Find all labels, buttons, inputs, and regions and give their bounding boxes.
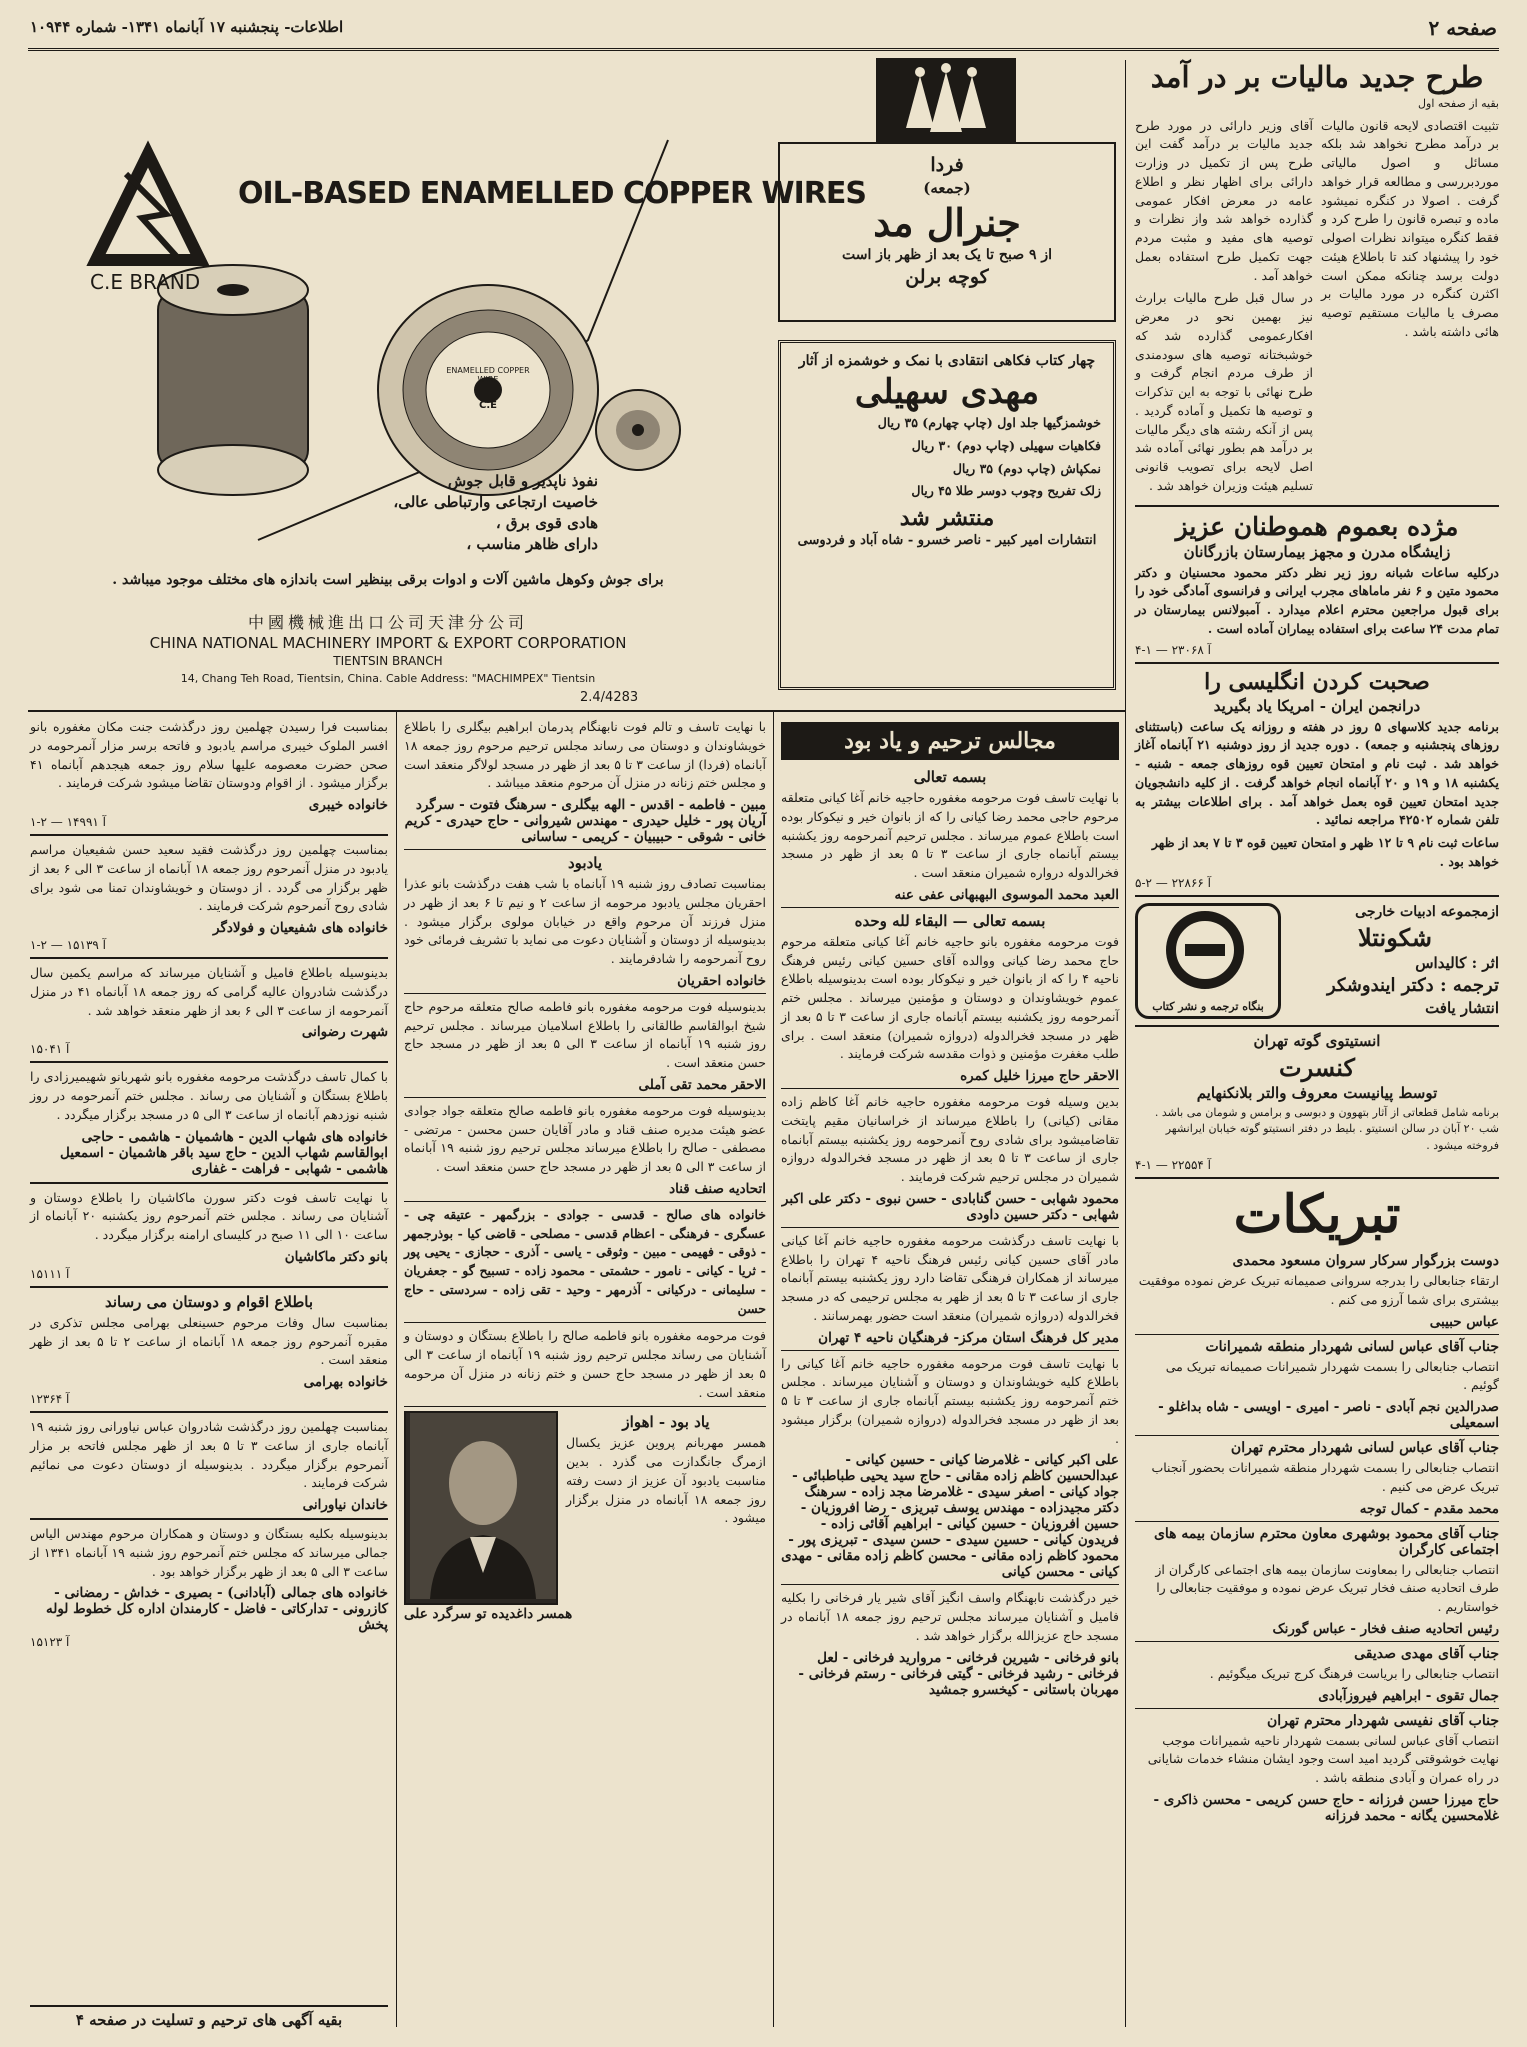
general-mode-day2: (جمعه): [923, 179, 971, 197]
divider: [404, 1322, 766, 1323]
congrats-text: انتصاب آقای عباس لسانی بسمت شهردار ناحیه شمیرانات موجب نهایت خوشوقتی گردید امید است وجود ایشان منشاء خدمات شایانی در راه عمران و آبادی منطقه باشد .: [1147, 1732, 1499, 1785]
notice-signature: مدیر کل فرهنگ استان مرکز- فرهنگیان ناحیه ۴ تهران: [818, 1329, 1119, 1346]
continued-footer: بقیه آگهی های ترحیم و تسلیت در صفحه ۴: [30, 2005, 388, 2029]
notice-text: بدینوسیله باطلاع فامیل و آشنایان میرساند که مراسم یکمین سال درگذشت شادروان عالیه گرامی که روز جمعه ۱۸ آبانماه ۴۱ در منزل آنمرحومه از ساعت ۳ الی ۶ بعد از ظهر منعقد خواهد شد .: [30, 965, 389, 1018]
notice-heading: یادبود: [567, 854, 603, 872]
notice-code: آ ۱۵۱۲۳: [30, 1635, 70, 1650]
dateline: اطلاعات- پنجشنبه ۱۷ آبانماه ۱۳۴۱- شماره ۱۰۹۴۴: [30, 18, 344, 36]
book-translator: ترجمه : دکتر ایندوشکر: [1326, 974, 1499, 996]
notice-text: بدینوسیله فوت مرحومه مغفوره بانو فاطمه صالح متعلقه جواد جوادی عضو هیئت مدیره صنف قناد و مادر آقایان حسن محسن - مرتضی - مصطفی - صالح را باطلاع میرساند مجلس ترحیم روز شنبه ۱۹ آبانماه از ساعت ۳ الی ۵ بعد از ظهر در مسجد حاج حسن منعقد است .: [404, 1102, 766, 1174]
notice-signature: خانواده احقریان: [677, 972, 766, 989]
general-mode-logo: [876, 58, 1016, 142]
ad-feature: خاصیت ارتجاعی وارتباطی عالی،: [393, 493, 598, 511]
notice: [781, 912, 1119, 1089]
notice-signature: الاحقر حاج میرزا خلیل کمره: [960, 1068, 1119, 1084]
ad-title: OIL-BASED ENAMELLED COPPER WIRES: [238, 176, 866, 211]
ad-brand: C.E BRAND: [90, 270, 201, 294]
goethe-subtitle: توسط پیانیست معروف والتر بلانکنهایم: [1196, 1083, 1438, 1102]
ad-branch: TIENTSIN BRANCH: [333, 654, 443, 668]
publisher-logo: [1135, 903, 1281, 1019]
divider: [781, 907, 1119, 908]
page-number: صفحه ۲: [1428, 16, 1497, 40]
divider: [404, 1406, 766, 1407]
hospital-text: درکلیه ساعات شبانه روز زیر نظر دکتر محمود محسنیان و دکتر محمود متین و ۶ نفر ماماهای مجرب ایرانی و فرانسوی آمادگی خود را برای قبول مراجعین محترم اعلام میدارد . آمبولانس بیمارستان در تمام مدت ۲۴ ساعت برای استفاده بیماران آماده است .: [1135, 564, 1499, 636]
notice-signature: خاندان نیاورانی: [302, 1497, 388, 1513]
divider: [404, 1201, 766, 1202]
notice-signature: خانواده های جمالی (آبادانی) - بصیری - خداش - رمضانی - کازرونی - تدارکاتی - فاضل - کارمندان اداره کل خطوط لوله پخش: [45, 1585, 388, 1634]
divider: [1135, 505, 1499, 507]
memorial-notice: [404, 1411, 766, 1605]
congrats-item: [1135, 1253, 1499, 1335]
notice: [404, 1102, 766, 1202]
sohaili-book-3: نمکپاش (چاپ دوم) ۳۵ ریال: [952, 460, 1101, 476]
notice-text: فوت مرحومه مغفوره بانو فاطمه صالح را باطلاع بستگان و دوستان و آشنایان می رساند مجلس ترحیم روز شنبه ۱۹ آبانماه از ساعت ۳ الی ۵ بعد از ظهر در مسجد حاج حسن و ختم زنانه در منزل آن مرحومه منعقد است .: [404, 1328, 766, 1400]
portrait-person-icon: [410, 1413, 556, 1599]
notice-heading: بسمه تعالی: [913, 768, 987, 786]
notice-heading: یاد بود - اهواز: [622, 1413, 710, 1432]
notice-signature: خانواده بهرامی: [303, 1374, 388, 1390]
ad-main-text: برای جوش وکوهل ماشین آلات و ادوات برقی بینظیر است باندازه های مختلف موجود میباشد .: [112, 572, 664, 588]
divider: [404, 849, 766, 850]
congrats-item: [1135, 1339, 1499, 1437]
notice: [404, 854, 766, 994]
notice-signature: خانواده های شهاب الدین - هاشمیان - هاشمی - حاجی ابوالقاسم شهاب الدین - حاج سید باقر هاشمیان - اسمعیل هاشمی - شهابی - فراهت - غفاری: [60, 1128, 388, 1177]
notice-text: بدین وسیله فوت مرحومه مغفوره حاجیه خانم آغا کاظم زاده مقانی (کیانی) را باطلاع میرساند از خراسانیان مقیم پایتخت تقاضامیشود برای شادی روح آنمرحومه روز یکشنبه بیستم آبانماه جاری از ساعت ۳ تا ۵ بعد از ظهر در مسجد فخرالدوله دروازه شمیران در مجلس ترحیم شرکت فرمایند .: [781, 1094, 1120, 1184]
notice-code: آ ۱۵۱۳۹ — ۲-۱: [30, 938, 106, 952]
book-title: شکونتلا: [1357, 922, 1432, 952]
notice-text: بمناسبت تصادف روز شنبه ۱۹ آبانماه با شب هفت درگذشت بانو عذرا احقریان مجلس یادبود مرحومه از ساعت ۲ و نیم تا ۶ بعد از ظهر در منزل فرزند آن مرحوم واقع در خیابان مولوی برگزار میشود . بدینوسیله از دوستان و آشنایان دعوت می نماید با تشریف فرمائی خود روح آنمرحومه را شادفرمایند .: [404, 876, 766, 966]
notice-signature: الاحقر محمد تقی آملی: [638, 1076, 766, 1093]
goethe-org: انستیتوی گوته تهران: [1253, 1031, 1381, 1050]
right-column: [1135, 58, 1499, 2038]
notice: [30, 1068, 388, 1183]
notice-text: با کمال تاسف درگذشت مرحومه مغفوره بانو شهربانو شهیمیرزادی را باطلاع بستگان و آشنایان می رساند . مجلس ختم آنمرحومه در روز شنبه نوزدهم آبانماه از ساعت ۳ الی ۵ در مسجد برگزار میگردد .: [30, 1069, 388, 1122]
notice-text: با نهایت تاسف و تالم فوت نابهنگام پدرمان ابراهیم بیگلری را باطلاع خویشاوندان و دوستان می رساند مجلس ترحیم مرحوم روز جمعه ۱۸ آبانماه (فردا) از ساعت ۳ تا ۵ بعد از ظهر در مسجد لولاگر منعقد است و مجلس ختم زنانه در منزل آن مرحوم منعقد میباشد .: [404, 719, 766, 791]
english-subtitle: درانجمن ایران - امریکا یاد بگیرید: [1213, 696, 1421, 715]
congrats-item: [1135, 1526, 1499, 1642]
general-mode-ad: [778, 142, 1116, 322]
notice: [781, 768, 1119, 908]
notice-signature: خانواده های شفیعیان و فولادگر: [213, 920, 388, 936]
english-title: صحبت کردن انگلیسی را: [1204, 668, 1430, 695]
divider: [1135, 1177, 1499, 1179]
copper-wire-ad: [28, 140, 866, 700]
header-rule: [28, 48, 1499, 51]
notice: [30, 1525, 388, 1649]
column-divider-1: [1125, 60, 1126, 2027]
notice-signature: شهرت رضوانی: [301, 1024, 388, 1041]
divider: [1135, 1641, 1499, 1642]
publisher-logo-text: بنگاه ترجمه و نشر کتاب: [1152, 999, 1264, 1013]
english-hours: ساعات ثبت نام ۹ تا ۱۲ ظهر و امتحان تعیین قوه ۳ تا ۷ بعد از ظهر خواهد بود .: [1151, 835, 1499, 869]
congrats-item: [1135, 1646, 1499, 1709]
tax-paragraph-1: تثبیت اقتصادی لایحه قانون مالیات بر درآمد مطرح نخواهد شد بلکه مسائل و اصول مالیاتی موردبررسی و مطالعه قرار خواهد گرفت . اصولا در کنگره نمیشود ماده و تبصره قانون را طرح کرد و فقط کنگره میتواند نظرات اصولی خود را پیشنهاد کند تا باطلاع هیئت دولت برسد چنانکه ممکن است اکثرن کنگره در مورد مالیات بر مصرف یا مالیات مستقیم توصیه هائی داشته باشد .: [1321, 117, 1499, 339]
divider: [781, 1088, 1119, 1089]
congrats-signature: حاج میرزا حسن فرزانه - حاج حسن کریمی - محسن ذاکری - غلامحسین یگانه - محمد فرزانه: [1153, 1791, 1499, 1824]
notice-text: بدینوسیله فوت مرحومه مغفوره بانو فاطمه صالح متعلقه مرحوم حاج شیخ ابوالقاسم طالقانی را باطلاع اسلامیان میرساند . مجلس ترحیم روز شنبه ۱۹ آبانماه از ساعت ۳ الی ۵ بعد از ظهر در مسجد حاج حسن منعقد است .: [404, 998, 766, 1070]
column-divider-2: [773, 712, 774, 2027]
spool-label-1: ENAMELLED COPPER WIRE: [446, 366, 530, 384]
notice-text: با نهایت تاسف درگذشت مرحومه مغفوره حاجیه خانم آغا کیانی مادر آقای حسین کیانی رئیس فرهنگ ناحیه ۴ تهران را باطلاع میرساند از همکاران فرهنگی تقاضا دارد روز یکشنبه بیستم آبانماه جاری از ساعت ۳ تا ۵ بعد از ظهر به مجلس ترحیمی که در مسجد فخرالدوله (دروازه شمیران) منعقد است حضور بهمرسانند .: [781, 1232, 1119, 1323]
notice-text: فوت مرحومه مغفوره بانو حاجیه خانم آغا کیانی متعلقه مرحوم حاج محمد رضا کیانی ووالده آقای حسین کیانی رئیس فرهنگ ناحیه ۴ را که از بانوان خیر و نیکوکار بوده است بدینوسیله باطلاع عموم خویشاوندان و دوستان و مؤمنین میرساند . مجلس ختم آنمرحومه روز یکشنبه بیستم آبانماه جاری از ساعت ۳ تا ۵ بعد از ظهر در مسجد فخرالدوله (دروازه شمیران) منعقد است . برای طلب مغفرت مؤمنین و ذوات مقدسه شرکت فرمایند .: [781, 933, 1120, 1062]
spool-small-icon: [158, 265, 308, 495]
general-mode-name: جنرال مد: [873, 200, 1021, 245]
english-code: آ ۲۲۸۶۶ — ۲-۵: [1135, 875, 1211, 890]
tax-title: طرح جدید مالیات بر در آمد: [1150, 60, 1484, 94]
notice-signature: بانو دکتر ماکاشیان: [284, 1248, 388, 1265]
congrats-signature: جمال تقوی - ابراهیم فیروزآبادی: [1318, 1687, 1499, 1704]
notice-heading: بسمه تعالی — البقاء لله وحده: [854, 911, 1046, 930]
divider: [781, 1227, 1119, 1228]
ad-feature: نفوذ ناپذیر و قابل جوش: [447, 472, 598, 490]
divider: [1135, 1435, 1499, 1436]
sohaili-book-4: زلک تفریح وچوب دوسر طلا ۴۵ ریال: [911, 483, 1101, 499]
notice-text: با نهایت تاسف فوت مرحومه مغفوره حاجیه خانم آغا کیانی متعلقه مرحوم حاجی محمد رضا کیانی را که از بانوان خیر و نیکوکار بوده است باطلاع عموم میرساند . مجلس ترحیم آنمرحومه روز یکشنبه بیستم آبانماه جاری از ساعت ۳ تا ۵ بعد از ظهر در مسجد فخرالدوله درواره شمیران منعقد است .: [781, 790, 1119, 880]
ad-reference: 2.4/4283: [580, 690, 639, 705]
notice-signature: بانو فرخانی - شیرین فرخانی - مروارید فرخانی - لعل فرخانی - رشید فرخانی - گیتی فرخانی - رستم فرخانی - مهربان باستانی - کیخسرو جمشید: [798, 1649, 1119, 1698]
divider: [781, 1584, 1119, 1585]
book-logo-icon: [1138, 910, 1272, 990]
divider: [30, 1286, 388, 1288]
notice: [781, 1589, 1119, 1697]
notice-text: بمناسبت چهلمین روز درگذشت فقید سعید حسن شفیعیان مراسم یادبود در منزل آنمرحوم روز جمعه ۱۸ آبانماه از ساعت ۳ الی ۶ بعد از ظهر برگزار می گردد . از دوستان و خویشاوندان تمنا می شود برای شادی روح آنمرحوم شرکت فرمایند .: [30, 842, 388, 914]
notice-text: بمناسبت فرا رسیدن چهلمین روز درگذشت جنت مکان مغفوره بانو افسر الملوک خیبری مراسم یادبود و فاتحه برسر مزار آنمرحومه در صحن حضرت معصومه علیها سلام روز جمعه هیجدهم آبانماه ۴۱ برگزار میشود . از اقوام ودوستان تقاضا میشود شرکت فرمایند .: [30, 719, 388, 791]
mourning-column-b: [404, 718, 766, 2030]
sohaili-name: مهدی سهیلی: [854, 372, 1040, 412]
congrats-item: [1135, 1440, 1499, 1522]
general-mode-street: کوچه برلن: [905, 266, 989, 288]
notice: [404, 998, 766, 1098]
book-series: ازمجموعه ادبیات خارجی: [1355, 903, 1499, 920]
divider: [1135, 1025, 1499, 1027]
notice: [30, 964, 388, 1063]
hospital-code: آ ۲۳۰۶۸ — ۱-۴: [1135, 642, 1211, 657]
congrats-text: انتصاب جنابعالی را بسمت شهردار شمیرانات صمیمانه تبریک می گوئیم .: [1165, 1358, 1499, 1393]
top-divider: [28, 710, 1125, 712]
sohaili-status: منتشر شد: [899, 505, 995, 531]
notice: [781, 1232, 1119, 1351]
notice-signature: العبد محمد الموسوی البهبهانی عفی عنه: [894, 886, 1119, 903]
spool-tiny-icon: [596, 390, 680, 470]
book-published: انتشار یافت: [1425, 998, 1499, 1017]
notice-code: آ ۱۴۹۹۱ — ۲-۱: [30, 815, 106, 829]
divider: [30, 1061, 388, 1063]
congrats-signature: عباس حبیبی: [1429, 1313, 1499, 1330]
notice: [30, 1418, 388, 1520]
mannequin-icon: [876, 58, 1016, 142]
congrats-signature: صدرالدین نجم آبادی - ناصر - امیری - اویسی - شاه بداغلو - اسمعیلی: [1158, 1399, 1499, 1431]
goethe-code: آ ۲۲۵۵۴ — ۱-۴: [1135, 1158, 1211, 1172]
notice-text: خانواده های صالح - قدسی - جوادی - بزرگمهر - عتیقه چی - عسگری - فرهنگی - اعظام قدسی - مصلحی - قاضی کیا - بوذرجمهر - ذوقی - فهیمی - مبین - وثوقی - یاسی - آذری - حجازی - یحیی پور - ثریا - کیانی - نامور - حشمتی - محمود زاده - تسبیح گو - جعفریان - سلیمانی - درکیانی - آذرمهر - وحید - تقی زاده - سردستی - حاج حسن: [404, 1206, 766, 1316]
congrats-text: انتصاب جنابعالی را بسمت شهردار منطقه شمیرانات بحضور آنجناب تبریک عرض می کنیم .: [1151, 1460, 1499, 1494]
column-divider-3: [396, 712, 397, 2027]
book-author: اثر : کالیداس: [1415, 953, 1499, 972]
sohaili-publisher: انتشارات امیر کبیر - ناصر خسرو - شاه آباد و فردوسی: [797, 533, 1097, 548]
notice-signature: خانواده خیبری: [308, 797, 388, 813]
divider: [404, 993, 766, 994]
sohaili-intro: چهار کتاب فکاهی انتقادی با نمک و خوشمزه از آثار: [798, 353, 1096, 369]
divider: [30, 834, 388, 836]
goethe-text: برنامه شامل قطعاتی از آثار بتهوون و دبوسی و برامس و شومان می باشد . شب ۲۰ آبان در سالن انستیتو . بلیط در دفتر انستیتو گوته خیابان ایرانشهر فروخته میشود .: [1154, 1105, 1499, 1152]
congrats-heading: دوست بزرگوار سرکار سروان مسعود محمدی: [1232, 1253, 1499, 1269]
notice-code: آ ۱۵۰۴۱: [30, 1042, 70, 1057]
congrats-signature: رئیس اتحادیه صنف فخار - عباس گورنک: [1272, 1620, 1499, 1637]
congrats-heading: جناب آقای نفیسی شهردار محترم تهران: [1266, 1712, 1499, 1729]
divider: [1135, 1334, 1499, 1335]
congrats-heading: جناب آقای مهدی صدیقی: [1354, 1645, 1499, 1662]
ad-feature: هادی قوی برق ،: [495, 514, 598, 532]
english-text: برنامه جدید کلاسهای ۵ روز در هفته و روزانه یک ساعت (باستثنای روزهای پنجشنبه و جمعه) . دوره جدید از روز دوشنبه ۲۱ آبانماه آغاز خواهد شد . ثبت نام و امتحان تعیین قوه روزهای جمعه - شنبه - یکشنبه ۱۸ و ۱۹ و ۲۰ آبانماه انجام خواهد گرفت . از کلیه دانشجویان جدید امتحان تعیین قوه بعمل خواهد آمد . برای اطلاعات بیشتر به تلفن شماره ۴۲۵۰۲ مراجعه نمائید .: [1135, 718, 1500, 828]
ad-features: [178, 470, 598, 556]
congrats-heading: جناب آقای محمود بوشهری معاون محترم سازمان بیمه های اجتماعی کارگران: [1153, 1525, 1499, 1558]
congrats-heading: جناب آقای عباس لسانی شهردار محترم تهران: [1230, 1440, 1499, 1456]
congrats-text: انتصاب جنابعالی را بریاست فرهنگ کرج تبریک میگوئیم .: [1209, 1665, 1499, 1681]
divider: [30, 1411, 388, 1413]
divider: [30, 1182, 388, 1184]
notice-text: بدینوسیله بکلیه بستگان و دوستان و همکاران مرحوم مهندس الیاس جمالی میرساند که مجلس ختم آنمرحوم روز شنبه ۱۹ آبانماه ۱۳۴۱ از ساعت ۳ الی ۵ بعد از ظهر برگزار خواهد بود .: [30, 1526, 388, 1579]
notice: [781, 1093, 1119, 1228]
congrats-text: انتصاب جنابعالی را بمعاونت سازمان بیمه های اجتماعی کارگران از طرف اتحادیه صنف فخار تبریک عرض نموده و موفقیت جنابعالی را خواستاریم .: [1155, 1561, 1499, 1614]
divider: [404, 1097, 766, 1098]
sohaili-book-2: فکاهیات سهیلی (چاپ دوم) ۳۰ ریال: [911, 437, 1101, 453]
divider: [1135, 895, 1499, 897]
hospital-title: مژده بعموم هموطنان عزیز: [1175, 511, 1459, 541]
notice: [404, 1206, 766, 1324]
tax-paragraph-2: آقای وزیر دارائی در مورد طرح جدید مالیات بر درآمد گفت این طرح پس از تکمیل در وزارت دارائی برای اظهار نظر و اطلاع عامه در معرض افکار عمومی گذارده خواهد شد واز نظرات و توصیه های مفید و مثبت مردم جهت تکمیل طرح استفاده بعمل خواهد آمد .: [1135, 117, 1313, 283]
spool-label-2: C.E: [479, 400, 497, 411]
notice-text: با نهایت تاسف فوت دکتر سورن ماکاشیان را باطلاع دوستان و آشنایان می رساند . مجلس ختم آنمرحوم روز یکشنبه ۲۰ آبانماه از ساعت ۱۰ الی ۱۱ صبح در کلیسای ارامنه برگزار میگردد .: [30, 1189, 389, 1242]
goethe-title: کنسرت: [1279, 1052, 1355, 1082]
mourning-column-c: [30, 718, 388, 2030]
tax-paragraph-3: در سال قبل طرح مالیات برارث نیز بهمین نحو در معرض افکارعمومی گذارده شد که خوشبختانه توصیه های سودمندی از طرف مردم انجام گرفت و طرح نهائی با توجه به این تذکرات و توصیه ها تکمیل و آماده گردید . پس از آنکه رشته های دیگر مالیات بر درآمد هم بطور نهائی آماده شد اصل لایحه برای تصویب قانونی تسلیم هیئت وزیران خواهد شد .: [1135, 290, 1313, 493]
notice-code: آ ۱۵۱۱۱: [30, 1266, 70, 1281]
divider: [1135, 1708, 1499, 1709]
tax-continued: بقیه از صفحه اول: [1418, 97, 1499, 110]
portrait-photo: [404, 1411, 558, 1605]
general-mode-day: فردا: [930, 154, 964, 176]
notice: [404, 718, 766, 850]
notice-heading: باطلاع اقوام و دوستان می رساند: [104, 1292, 314, 1311]
mourning-banner: مجالس ترحیم و یاد بود: [781, 722, 1119, 760]
ad-feature: دارای ظاهر مناسب ،: [466, 535, 598, 553]
mourning-column-a: [781, 718, 1119, 2030]
divider: [1135, 1521, 1499, 1522]
notice-signature: محمود شهابی - حسن گنابادی - حسن نبوی - دکتر علی اکبر شهابی - دکتر حسین داودی: [781, 1190, 1119, 1223]
memorial-signature: همسر داغدیده تو سرگرد علی: [404, 1606, 573, 1623]
divider: [781, 1350, 1119, 1351]
ad-chinese: 中國機械進出口公司天津分公司: [247, 613, 528, 632]
notice-text: با نهایت تاسف فوت مرحومه مغفوره حاجیه خانم آغا کیانی را باطلاع کلیه خویشاوندان و دوستان و آشنایان میرساند . مجلس ختم آنمرحومه روز یکشنبه بیستم آبانماه جاری از ساعت ۳ تا ۵ بعد از ظهر در مسجد فخرالدوله (دروازه شمیران) برگزار میشود .: [781, 1355, 1120, 1446]
notice-signature: اتحادیه صنف قناد: [669, 1180, 766, 1197]
congrats-signature: محمد مقدم - کمال توجه: [1359, 1500, 1499, 1517]
notice: [30, 1293, 388, 1413]
congrats-item: [1135, 1713, 1499, 1824]
spool-large-icon: [378, 285, 598, 495]
notice: [30, 841, 388, 959]
notice: [30, 1189, 388, 1288]
hospital-subtitle: زایشگاه مدرن و مجهز بیمارستان بازرگانان: [1183, 542, 1451, 561]
congrats-heading: جناب آقای عباس لسانی شهردار منطقه شمیرانات: [1205, 1338, 1499, 1355]
notice-text: همسر مهربانم پروین عزیز یکسال ازمرگ جانگدازت می گذرد . بدین مناسبت یادبود آن عزیز از دست رفته روز جمعه ۱۸ آبانماه در منزل برگزار میشود .: [566, 1435, 766, 1526]
notice-signature: مبین - فاطمه - اقدس - الهه بیگلری - سرهنگ فتوت - سرگرد آریان پور - خلیل حیدری - مهندس شیروانی - حاج حیدری - کریم خانی - شوقی - حبیبیان - کریمی - ساسانی: [404, 797, 766, 845]
notice-text: خیر درگذشت نابهنگام واسف انگیز آقای شیر یار فرخانی را بکلیه فامیل و آشنایان میرساند مجلس ترحیم روز جمعه ۱۸ آبانماه در مسجد حاج عزیزالله برگزار خواهد شد .: [781, 1590, 1119, 1643]
ad-corporation: CHINA NATIONAL MACHINERY IMPORT & EXPORT CORPORATION: [149, 634, 627, 652]
notice: [30, 718, 388, 836]
divider: [30, 1518, 388, 1520]
notice-signature: علی اکبر کیانی - غلامرضا کیانی - حسین کیانی - عبدالحسین کاظم زاده مقانی - حاج سید یحیی طباطبائی - جواد کیانی - اصغر سیدی - غلامرضا مجد زاده - سرهنگ دکتر مجیدزاده - مهندس یوسف تبریزی - رضا افروزیان - حسین افروزیان - حسین کیانی - ابراهیم آقائی زاده - فریدون کیانی - حسین سیدی - حسن سیدی - تبریزی پور - محمود کاظم زاده مقانی - محسن کاظم زاده مقانی - مهدی کیانی - محسن کیانی: [781, 1452, 1119, 1581]
notice: [404, 1327, 766, 1407]
notice-text: بمناسبت سال وفات مرحوم حسینعلی بهرامی مجلس تذکری در مقبره آنمرحوم روز جمعه ۱۸ آبانماه از ساعت ۲ تا ۵ بعد از ظهر منعقد است .: [30, 1314, 388, 1368]
notice-text: بمناسبت چهلمین روز درگذشت شادروان عباس نیاورانی روز شنبه ۱۹ آبانماه جاری از ساعت ۳ تا ۵ بعد از ظهر مجلس فاتحه بر مزار آنمرحوم برگزار میگردد . بدینوسیله از دوستان دعوت می نمائیم شرکت فرمایند .: [30, 1419, 388, 1491]
general-mode-hours: از ۹ صبح تا یک بعد از ظهر باز است: [841, 247, 1053, 263]
notice: [781, 1355, 1119, 1586]
sohaili-ad: [778, 340, 1116, 690]
divider: [30, 957, 388, 959]
congrats-list: [1135, 1253, 1499, 1824]
sohaili-book-1: خوشمزگیها جلد اول (چاپ چهارم) ۳۵ ریال: [877, 415, 1101, 430]
ad-address: 14, Chang Teh Road, Tientsin, China. Cable Address: "MACHIMPEX" Tientsin: [180, 672, 596, 685]
congrats-title: تبریکات: [1233, 1184, 1401, 1245]
divider: [1135, 662, 1499, 664]
congrats-text: ارتقاء جنابعالی را بدرجه سروانی صمیمانه تبریک عرض نموده موفقیت بیشتری برای شما آرزو می کنم .: [1138, 1273, 1499, 1307]
brand-triangle-icon: [96, 154, 200, 260]
notice-code: آ ۱۲۳۶۴: [30, 1392, 70, 1406]
